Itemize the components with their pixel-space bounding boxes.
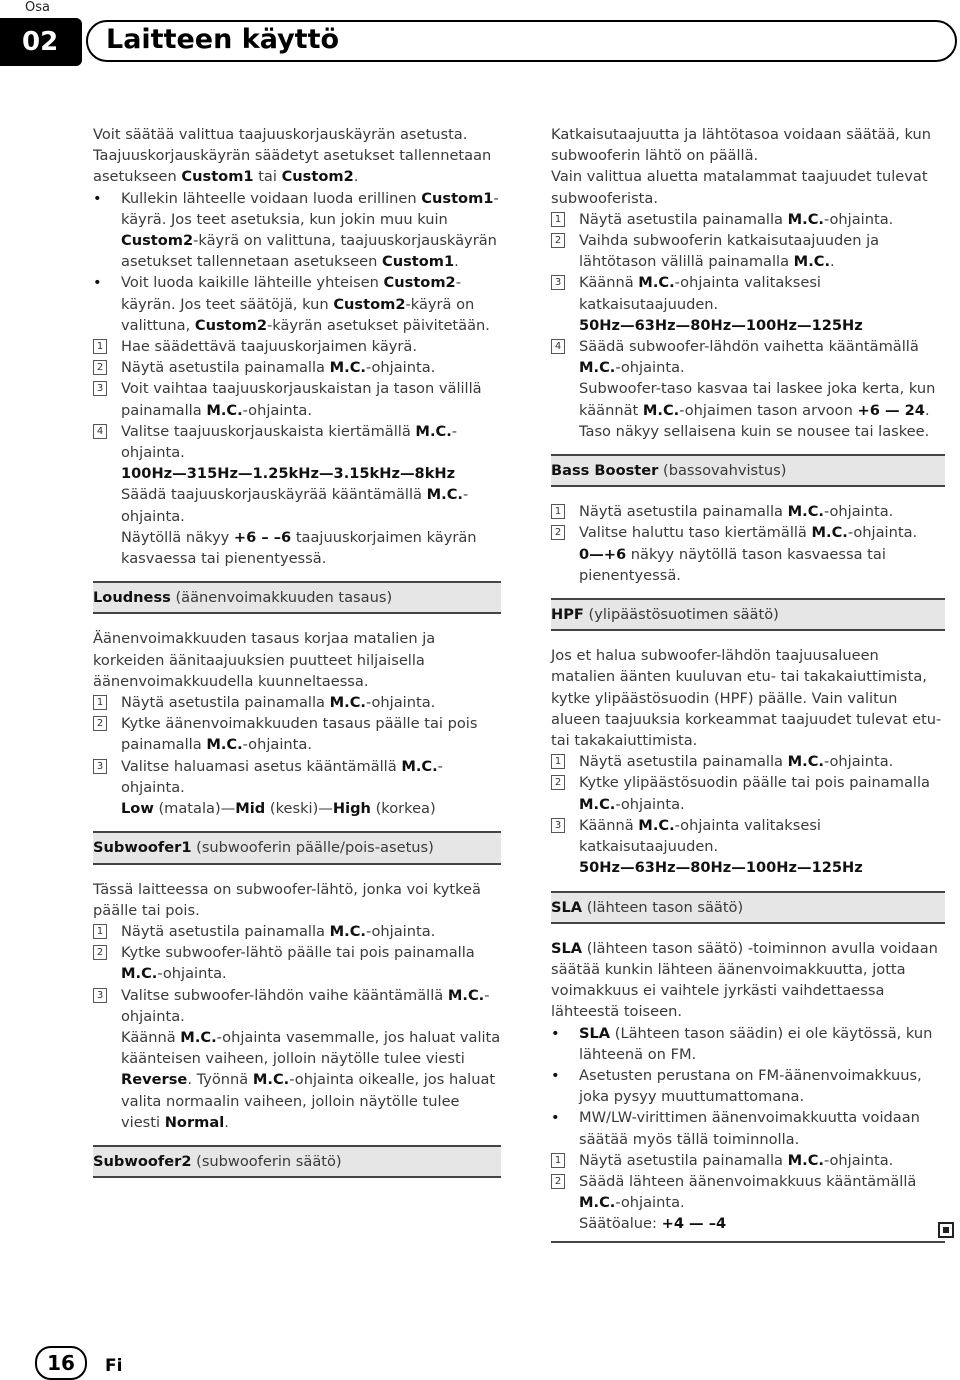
step-item: 2 Kytke subwoofer-lähtö päälle tai pois painamalla M.C.-ohjainta. bbox=[93, 942, 501, 984]
step-number-icon: 3 bbox=[93, 381, 107, 396]
cutoff-frequencies: 50Hz—63Hz—80Hz—100Hz—125Hz bbox=[579, 316, 863, 334]
bullet-item: • SLA (Lähteen tason säädin) ei ole käytössä, kun lähteenä on FM. bbox=[551, 1023, 945, 1065]
subwoofer-level-text: Subwoofer-taso kasvaa tai laskee joka kerta, kun käännät M.C.-ohjaimen tason arvoon +6 — 24. Taso näkyy sellaisena kuin se nousee tai laskee. bbox=[579, 380, 936, 440]
step-number-icon: 2 bbox=[93, 945, 107, 960]
step-item: 3 Valitse haluamasi asetus kääntämällä M.C.-ohjainta. bbox=[93, 756, 501, 798]
step-number-icon: 2 bbox=[93, 360, 107, 375]
step-item: 2 Valitse haluttu taso kiertämällä M.C.-ohjainta. bbox=[551, 522, 945, 543]
section-heading-loudness: Loudness (äänenvoimakkuuden tasaus) bbox=[93, 581, 501, 614]
eq-frequencies: 100Hz—315Hz—1.25kHz—3.15kHz—8kHz bbox=[121, 465, 456, 483]
step-number-icon: 3 bbox=[551, 818, 565, 833]
title-bar bbox=[86, 20, 957, 62]
step-number-icon: 4 bbox=[93, 424, 107, 439]
step-item: 2 Näytä asetustila painamalla M.C.-ohjainta. bbox=[93, 357, 501, 378]
eq-adjust-text: Säädä taajuuskorjauskäyrää kääntämällä M.C.-ohjainta. bbox=[121, 486, 469, 525]
left-column bbox=[93, 124, 501, 1192]
bullet-item: • Voit luoda kaikille lähteille yhteisen Custom2-käyrän. Jos teet säätöjä, kun Custom2-käyrä on valittuna, Custom2-käyrän asetukset päivitetään. bbox=[93, 272, 501, 336]
section-heading-sla: SLA (lähteen tason säätö) bbox=[551, 891, 945, 924]
step-item: 4 Valitse taajuuskorjauskaista kiertämällä M.C.-ohjainta. bbox=[93, 421, 501, 463]
step-number-icon: 2 bbox=[93, 716, 107, 731]
step-number-icon: 2 bbox=[551, 1174, 565, 1189]
hpf-text: Jos et halua subwoofer-lähdön taajuusalueen matalien äänten kuuluvan etu- tai takakaiuttimista, kytke ylipäästösuodin (HPF) päälle. Vain valitun alueen taajuuksia korkeammat taajuudet tulevat etu- tai takakaiuttimista. bbox=[551, 647, 942, 750]
step-number-icon: 2 bbox=[551, 525, 565, 540]
section-heading-bass-booster: Bass Booster (bassovahvistus) bbox=[551, 454, 945, 487]
section-heading-hpf: HPF (ylipäästösuotimen säätö) bbox=[551, 598, 945, 631]
step-number-icon: 1 bbox=[551, 212, 565, 227]
subwoofer1-phase-text: Käännä M.C.-ohjainta vasemmalle, jos haluat valita käänteisen vaiheen, jolloin näytölle tulee viesti Reverse. Työnnä M.C.-ohjainta oikealle, jos haluat valita normaalin vaiheen, jolloin näytölle tulee viesti Normal. bbox=[121, 1028, 501, 1131]
section-heading-subwoofer1: Subwoofer1 (subwooferin päälle/pois-asetus) bbox=[93, 831, 501, 864]
language-code: Fi bbox=[105, 1356, 123, 1376]
sla-range-text: Säätöalue: +4 — –4 bbox=[579, 1215, 727, 1233]
step-item: 1 Näytä asetustila painamalla M.C.-ohjainta. bbox=[551, 501, 945, 522]
sla-text: SLA (lähteen tason säätö) -toiminnon avulla voidaan säätää kunkin lähteen äänenvoimakkuutta, jotta voimakkuus ei vaihtele jyrkästi vaihdettaessa lähteestä toiseen. bbox=[551, 939, 938, 1021]
section-heading-subwoofer2: Subwoofer2 (subwooferin säätö) bbox=[93, 1145, 501, 1178]
step-item: 3 Voit vaihtaa taajuuskorjauskaistan ja tason välillä painamalla M.C.-ohjainta. bbox=[93, 378, 501, 420]
step-item: 1 Näytä asetustila painamalla M.C.-ohjainta. bbox=[551, 1150, 945, 1171]
step-item: 2 Säädä lähteen äänenvoimakkuus kääntämällä M.C.-ohjainta. bbox=[551, 1171, 945, 1213]
step-item: 1 Hae säädettävä taajuuskorjaimen käyrä. bbox=[93, 336, 501, 357]
part-label: Osa bbox=[25, 0, 50, 15]
right-column bbox=[551, 124, 945, 1243]
step-item: 3 Valitse subwoofer-lähdön vaihe kääntämällä M.C.-ohjainta. bbox=[93, 985, 501, 1027]
step-number-icon: 1 bbox=[551, 1153, 565, 1168]
bullet-item: • Asetusten perustana on FM-äänenvoimakkuus, joka pysyy muuttumattomana. bbox=[551, 1065, 945, 1107]
loudness-options: Low (matala)—Mid (keski)—High (korkea) bbox=[121, 800, 436, 818]
eq-intro: Voit säätää valittua taajuuskorjauskäyrän asetusta. Taajuuskorjauskäyrän säädetyt asetukset tallennetaan asetukseen Custom1 tai Custom2. bbox=[93, 126, 492, 186]
step-item: 1 Näytä asetustila painamalla M.C.-ohjainta. bbox=[551, 209, 945, 230]
hpf-frequencies: 50Hz—63Hz—80Hz—100Hz—125Hz bbox=[579, 859, 863, 877]
step-number-icon: 4 bbox=[551, 339, 565, 354]
bullet-item: • MW/LW-virittimen äänenvoimakkuutta voidaan säätää myös tällä toiminnolla. bbox=[551, 1107, 945, 1149]
step-number-icon: 2 bbox=[551, 233, 565, 248]
step-item: 1 Näytä asetustila painamalla M.C.-ohjainta. bbox=[93, 921, 501, 942]
section-number-badge: 02 bbox=[0, 18, 82, 66]
step-item: 3 Käännä M.C.-ohjainta valitaksesi katkaisutaajuuden. bbox=[551, 815, 945, 857]
step-number-icon: 3 bbox=[93, 988, 107, 1003]
subwoofer2-intro-2: Vain valittua aluetta matalammat taajuudet tulevat subwooferista. bbox=[551, 168, 928, 207]
step-number-icon: 1 bbox=[93, 695, 107, 710]
step-number-icon: 1 bbox=[93, 339, 107, 354]
page-title: Laitteen käyttö bbox=[106, 24, 340, 55]
end-mark-icon bbox=[938, 1222, 954, 1238]
step-item: 3 Käännä M.C.-ohjainta valitaksesi katkaisutaajuuden. bbox=[551, 272, 945, 314]
step-number-icon: 1 bbox=[551, 754, 565, 769]
loudness-text: Äänenvoimakkuuden tasaus korjaa matalien ja korkeiden äänitaajuuksien puutteet hiljaisella äänenvoimakkuudella kuunneltaessa. bbox=[93, 630, 436, 690]
step-item: 4 Säädä subwoofer-lähdön vaihetta kääntämällä M.C.-ohjainta. bbox=[551, 336, 945, 378]
step-number-icon: 1 bbox=[93, 924, 107, 939]
bullet-item: • Kullekin lähteelle voidaan luoda erillinen Custom1-käyrä. Jos teet asetuksia, kun jokin muu kuin Custom2-käyrä on valittuna, taajuuskorjauskäyrän asetukset tallennetaan asetukseen Custom1. bbox=[93, 188, 501, 273]
page-number: 16 bbox=[35, 1346, 87, 1380]
step-item: 2 Kytke äänenvoimakkuuden tasaus päälle tai pois painamalla M.C.-ohjainta. bbox=[93, 713, 501, 755]
column-end-rule bbox=[551, 1241, 945, 1243]
step-number-icon: 2 bbox=[551, 775, 565, 790]
step-item: 1 Näytä asetustila painamalla M.C.-ohjainta. bbox=[93, 692, 501, 713]
step-number-icon: 3 bbox=[551, 275, 565, 290]
step-item: 2 Kytke ylipäästösuodin päälle tai pois painamalla M.C.-ohjainta. bbox=[551, 772, 945, 814]
bass-range-text: 0—+6 näkyy näytöllä tason kasvaessa tai pienentyessä. bbox=[579, 545, 886, 584]
step-item: 2 Vaihda subwooferin katkaisutaajuuden ja lähtötason välillä painamalla M.C.. bbox=[551, 230, 945, 272]
subwoofer1-text: Tässä laitteessa on subwoofer-lähtö, jonka voi kytkeä päälle tai pois. bbox=[93, 880, 481, 919]
subwoofer2-intro: Katkaisutaajuutta ja lähtötasoa voidaan säätää, kun subwooferin lähtö on päällä. bbox=[551, 126, 932, 165]
eq-display-text: Näytöllä näkyy +6 – –6 taajuuskorjaimen käyrän kasvaessa tai pienentyessä. bbox=[121, 528, 477, 568]
step-number-icon: 1 bbox=[551, 504, 565, 519]
step-item: 1 Näytä asetustila painamalla M.C.-ohjainta. bbox=[551, 751, 945, 772]
step-number-icon: 3 bbox=[93, 759, 107, 774]
